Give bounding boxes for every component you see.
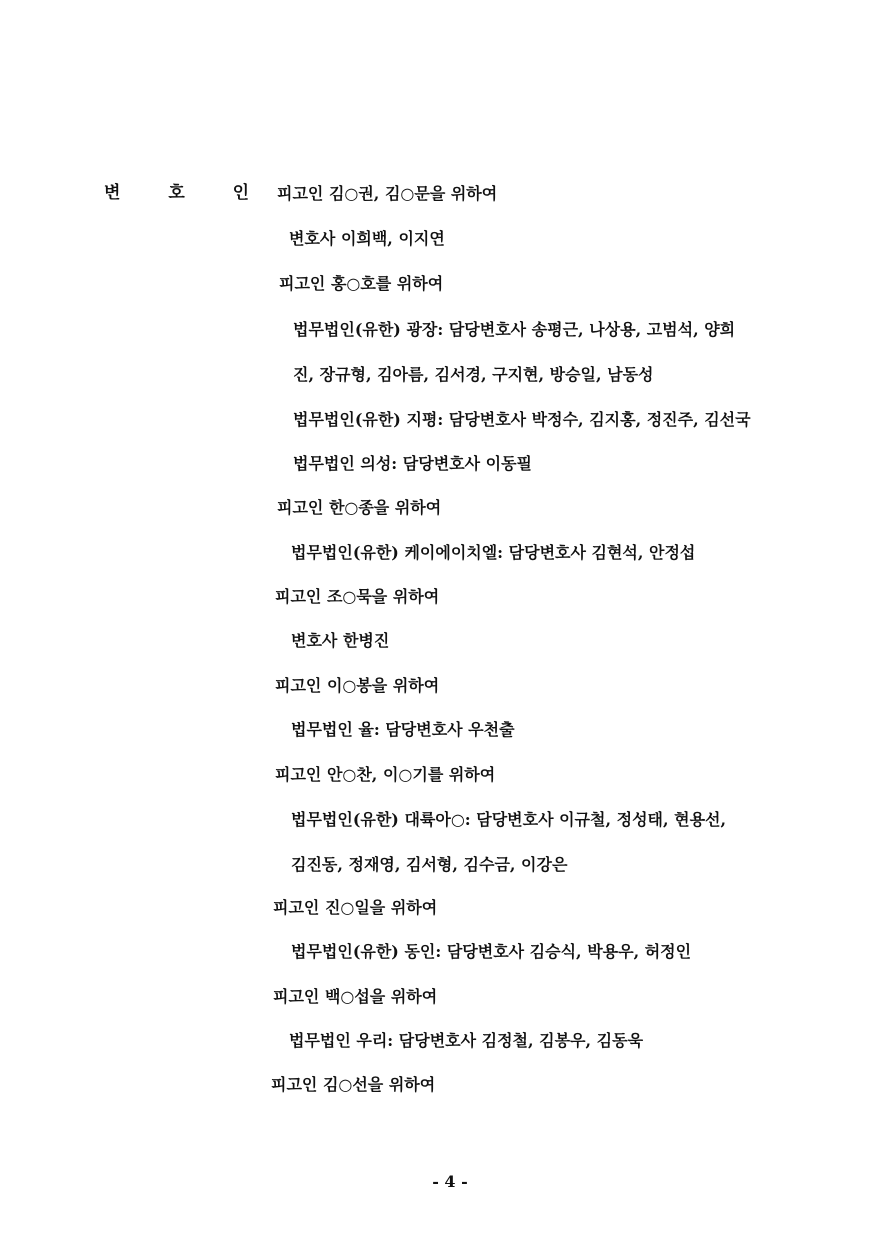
defendant-line: 피고인 진○일을 위하여 <box>273 898 438 917</box>
counsel-line: 변호사 한병진 <box>291 631 390 650</box>
counsel-line: 법무법인 율: 담당변호사 우천출 <box>291 720 515 739</box>
defendant-line: 피고인 김○선을 위하여 <box>271 1075 436 1094</box>
defendant-line: 피고인 조○묵을 위하여 <box>275 587 440 606</box>
counsel-line-continued: 진, 장규형, 김아름, 김서경, 구지현, 방승일, 남동성 <box>293 365 654 384</box>
counsel-line: 법무법인 우리: 담당변호사 김정철, 김봉우, 김동욱 <box>289 1031 644 1050</box>
defendant-line: 피고인 김○권, 김○문을 위하여 <box>277 184 498 203</box>
counsel-line: 법무법인(유한) 광장: 담당변호사 송평근, 나상용, 고범석, 양희 <box>293 320 736 339</box>
counsel-line: 변호사 이희백, 이지연 <box>289 229 445 248</box>
counsel-line: 법무법인(유한) 지평: 담당변호사 박정수, 김지홍, 정진주, 김선국 <box>293 410 751 429</box>
page-number: - 4 - <box>432 1172 468 1191</box>
defendant-line: 피고인 한○종을 위하여 <box>277 498 442 517</box>
counsel-line: 법무법인(유한) 대륙아○: 담당변호사 이규철, 정성태, 현용선, <box>291 810 727 829</box>
defendant-line: 피고인 이○봉을 위하여 <box>275 676 440 695</box>
defendant-line: 피고인 안○찬, 이○기를 위하여 <box>275 765 496 784</box>
counsel-line: 법무법인(유한) 케이에이치엘: 담당변호사 김현석, 안정섭 <box>291 543 696 562</box>
counsel-line: 법무법인(유한) 동인: 담당변호사 김승식, 박용우, 허정인 <box>291 942 692 961</box>
counsel-line-continued: 김진동, 정재영, 김서형, 김수금, 이강은 <box>291 855 568 874</box>
defendant-line: 피고인 홍○호를 위하여 <box>279 274 444 293</box>
section-label-defense-counsel: 변 호 인 <box>104 183 271 203</box>
defendant-line: 피고인 백○섭을 위하여 <box>273 987 438 1006</box>
counsel-line: 법무법인 의성: 담당변호사 이동필 <box>293 454 533 473</box>
